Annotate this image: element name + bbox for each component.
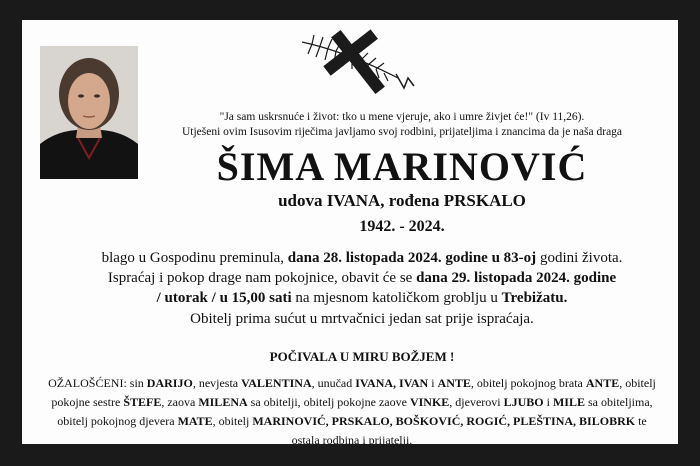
mourner-segment: ANTE [585,376,620,390]
mourner-segment: i [428,376,438,390]
rest-in-peace: POČIVALA U MIRU BOŽJEM ! [269,349,455,364]
mourner-segment: MILENA [198,395,248,409]
portrait-photo [40,46,138,179]
funeral-line: Ispraćaj i pokop drage nam pokojnice, obavit će se dana 29. listopada 2024. godine [107,270,617,286]
bible-quote [142,110,662,140]
life-years: 1942. - 2024. [359,218,445,235]
mourner-segment: MATE [177,414,213,428]
cross-and-palm-icon [298,24,416,94]
condolence-note: Obitelj prima sućut u mrtvačnici jedan sat prije ispraćaja. [190,311,534,327]
mourner-segment: sa obitelji, obitelj pokojne zaove [247,395,410,409]
mourner-segment: , zaova [161,395,199,409]
mourner-segment: LJUBO [503,395,544,409]
mourner-segment: OŽALOŠĆENI: sin [48,376,147,390]
mourners-list [42,374,662,450]
mourner-segment: , obitelj pokojnog brata [470,376,586,390]
mourner-segment: sa obiteljima, obitelj pokojnog djevera [57,395,653,428]
funeral-details [62,248,662,308]
deceased-name: ŠIMA MARINOVIĆ [216,144,588,189]
mourner-segment: IVANA, IVAN [355,376,429,390]
mourner-segment: MILE [552,395,585,409]
mourner-segment: , obitelj [212,414,253,428]
intro-text: Utješeni ovim Isusovim riječima javljamo svoj rodbini, prijateljima i znancima da je naša draga [181,126,623,138]
mourner-segment: i [543,395,553,409]
obituary-card [22,20,678,447]
mourner-segment: , obitelj pokojne sestre [51,376,656,409]
mourner-segment: , nevjesta [192,376,242,390]
mourner-segment: ŠTEFE [123,395,162,409]
funeral-time-line: / utorak / u 15,00 sati na mjesnom katoličkom groblju u Trebižatu. [156,290,568,306]
mourner-segment: te ostala rodbina i prijatelji. [291,414,647,447]
deceased-subtitle: udova IVANA, rođena PRSKALO [278,191,526,210]
mourner-segment: VALENTINA [241,376,312,390]
mourner-segment: , unučad [311,376,356,390]
mourner-segment: VINKE [409,395,450,409]
quote-text: "Ja sam uskrsnuće i život: tko u mene vjeruje, ako i umre živjet će!" (Iv 11,26). [219,111,585,123]
mourner-segment: , djeverovi [449,395,504,409]
death-line: blago u Gospodinu preminula, dana 28. listopada 2024. godine u 83-oj godini života. [101,250,623,266]
mourner-segment: DARIJO [146,376,193,390]
mourner-segment: MARINOVIĆ, PRSKALO, BOŠKOVIĆ, ROGIĆ, PLEŠTINA, BILOBRK [252,414,636,428]
mourner-segment: ANTE [437,376,471,390]
